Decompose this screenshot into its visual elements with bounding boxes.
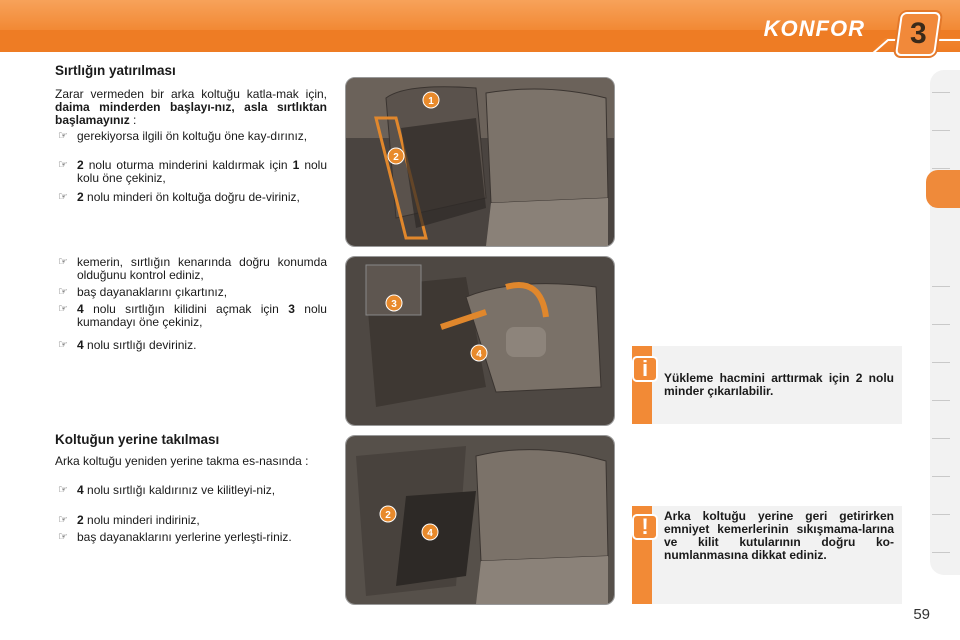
tab-divider	[932, 130, 950, 131]
chapter-number-badge	[895, 12, 941, 56]
list-item	[55, 191, 327, 204]
section-title-refit: Koltuğun yerine takılması	[55, 432, 220, 447]
list-item	[55, 531, 327, 544]
tab-divider	[932, 476, 950, 477]
bullet-text: nolu sırtlığın kilidini açmak için	[93, 302, 279, 316]
bullet-text: nolu kumandayı öne çekiniz,	[77, 302, 327, 329]
bullet-number: 4	[77, 302, 84, 316]
list-item	[55, 159, 327, 185]
bullet-text: kemerin, sırtlığın kenarında doğru konumda olduğunu kontrol ediniz,	[77, 255, 327, 282]
bullet-text: nolu sırtlığı deviriniz.	[87, 338, 197, 352]
page-number: 59	[913, 606, 930, 623]
warning-icon: !	[632, 514, 658, 540]
intro-bold-text: daima minderden başlayı-nız, asla sırtlıktan başlamayınız	[55, 100, 327, 127]
tab-divider	[932, 438, 950, 439]
tab-divider	[932, 92, 950, 93]
tab-divider	[932, 552, 950, 553]
pointing-hand-icon: ☞	[58, 286, 68, 298]
photo-label-1: 1	[428, 96, 434, 107]
pointing-hand-icon: ☞	[58, 130, 68, 142]
warning-note	[632, 506, 902, 604]
section-title-recline: Sırtlığın yatırılması	[55, 63, 176, 78]
list-item	[55, 339, 327, 352]
photo-seat-cushion-fold	[345, 77, 615, 247]
tab-divider	[932, 362, 950, 363]
bullet-number: 3	[288, 302, 295, 316]
list-item	[55, 286, 327, 299]
chapter-title: KONFOR	[763, 16, 865, 41]
tab-divider	[932, 324, 950, 325]
pointing-hand-icon: ☞	[58, 303, 68, 315]
bullet-number: 4	[77, 338, 84, 352]
bullet-text: nolu minderi indiriniz,	[87, 513, 200, 527]
bullet-number: 4	[77, 483, 84, 497]
bullet-text: gerekiyorsa ilgili ön koltuğu öne kay-dırınız,	[77, 129, 308, 143]
tab-divider	[932, 286, 950, 287]
photo-label-4: 4	[427, 528, 433, 539]
photo-label-2: 2	[385, 510, 391, 521]
pointing-hand-icon: ☞	[58, 159, 68, 171]
bullet-text: nolu oturma minderini kaldırmak için	[88, 158, 288, 172]
pointing-hand-icon: ☞	[58, 256, 68, 268]
list-item	[55, 484, 327, 497]
bullet-number: 2	[77, 513, 84, 527]
intro-text: Zarar vermeden bir arka koltuğu katla-mak için,	[55, 87, 327, 101]
list-item	[55, 130, 327, 143]
list-item	[55, 303, 327, 329]
list-item	[55, 514, 327, 527]
warning-note-text: Arka koltuğu yerine geri getirirken emniyet kemerlerinin sıkışmama-larına ve kilit kutularının doğru ko-numlanmasına dikkat ediniz.	[664, 509, 894, 562]
bullet-text: baş dayanaklarını çıkartınız,	[77, 285, 228, 299]
list-item	[55, 256, 327, 282]
bullet-number: 2	[77, 158, 84, 172]
tab-divider	[932, 168, 950, 169]
photo-label-2: 2	[393, 152, 399, 163]
pointing-hand-icon: ☞	[58, 339, 68, 351]
bullet-number: 2	[77, 190, 84, 204]
chapter-number: 3	[909, 17, 927, 50]
section1-intro	[55, 88, 327, 127]
pointing-hand-icon: ☞	[58, 531, 68, 543]
pointing-hand-icon: ☞	[58, 191, 68, 203]
photo-label-3: 3	[391, 299, 397, 310]
tab-divider	[932, 514, 950, 515]
intro-colon: :	[133, 113, 137, 127]
section2-intro: Arka koltuğu yeniden yerine takma es-nasında :	[55, 454, 309, 468]
photo-backrest-fold	[345, 256, 615, 426]
pointing-hand-icon: ☞	[58, 514, 68, 526]
bullet-text: baş dayanaklarını yerlerine yerleşti-riniz.	[77, 530, 292, 544]
bullet-text: nolu kolu öne çekiniz,	[77, 158, 327, 185]
tab-divider	[932, 400, 950, 401]
info-note	[632, 346, 902, 424]
photo-seat-refit	[345, 435, 615, 605]
chapter-tab-active[interactable]	[926, 170, 960, 208]
bullet-number: 1	[292, 158, 300, 172]
bullet-text: nolu minderi ön koltuğa doğru de-viriniz,	[87, 190, 300, 204]
info-icon: i	[632, 356, 658, 382]
bullet-text: nolu sırtlığı kaldırınız ve kilitleyi-niz,	[87, 483, 276, 497]
info-note-text: Yükleme hacmini arttırmak için 2 nolu minder çıkarılabilir.	[664, 371, 894, 398]
photo-label-4: 4	[476, 349, 482, 360]
pointing-hand-icon: ☞	[58, 484, 68, 496]
chapter-side-tabs	[930, 70, 960, 575]
